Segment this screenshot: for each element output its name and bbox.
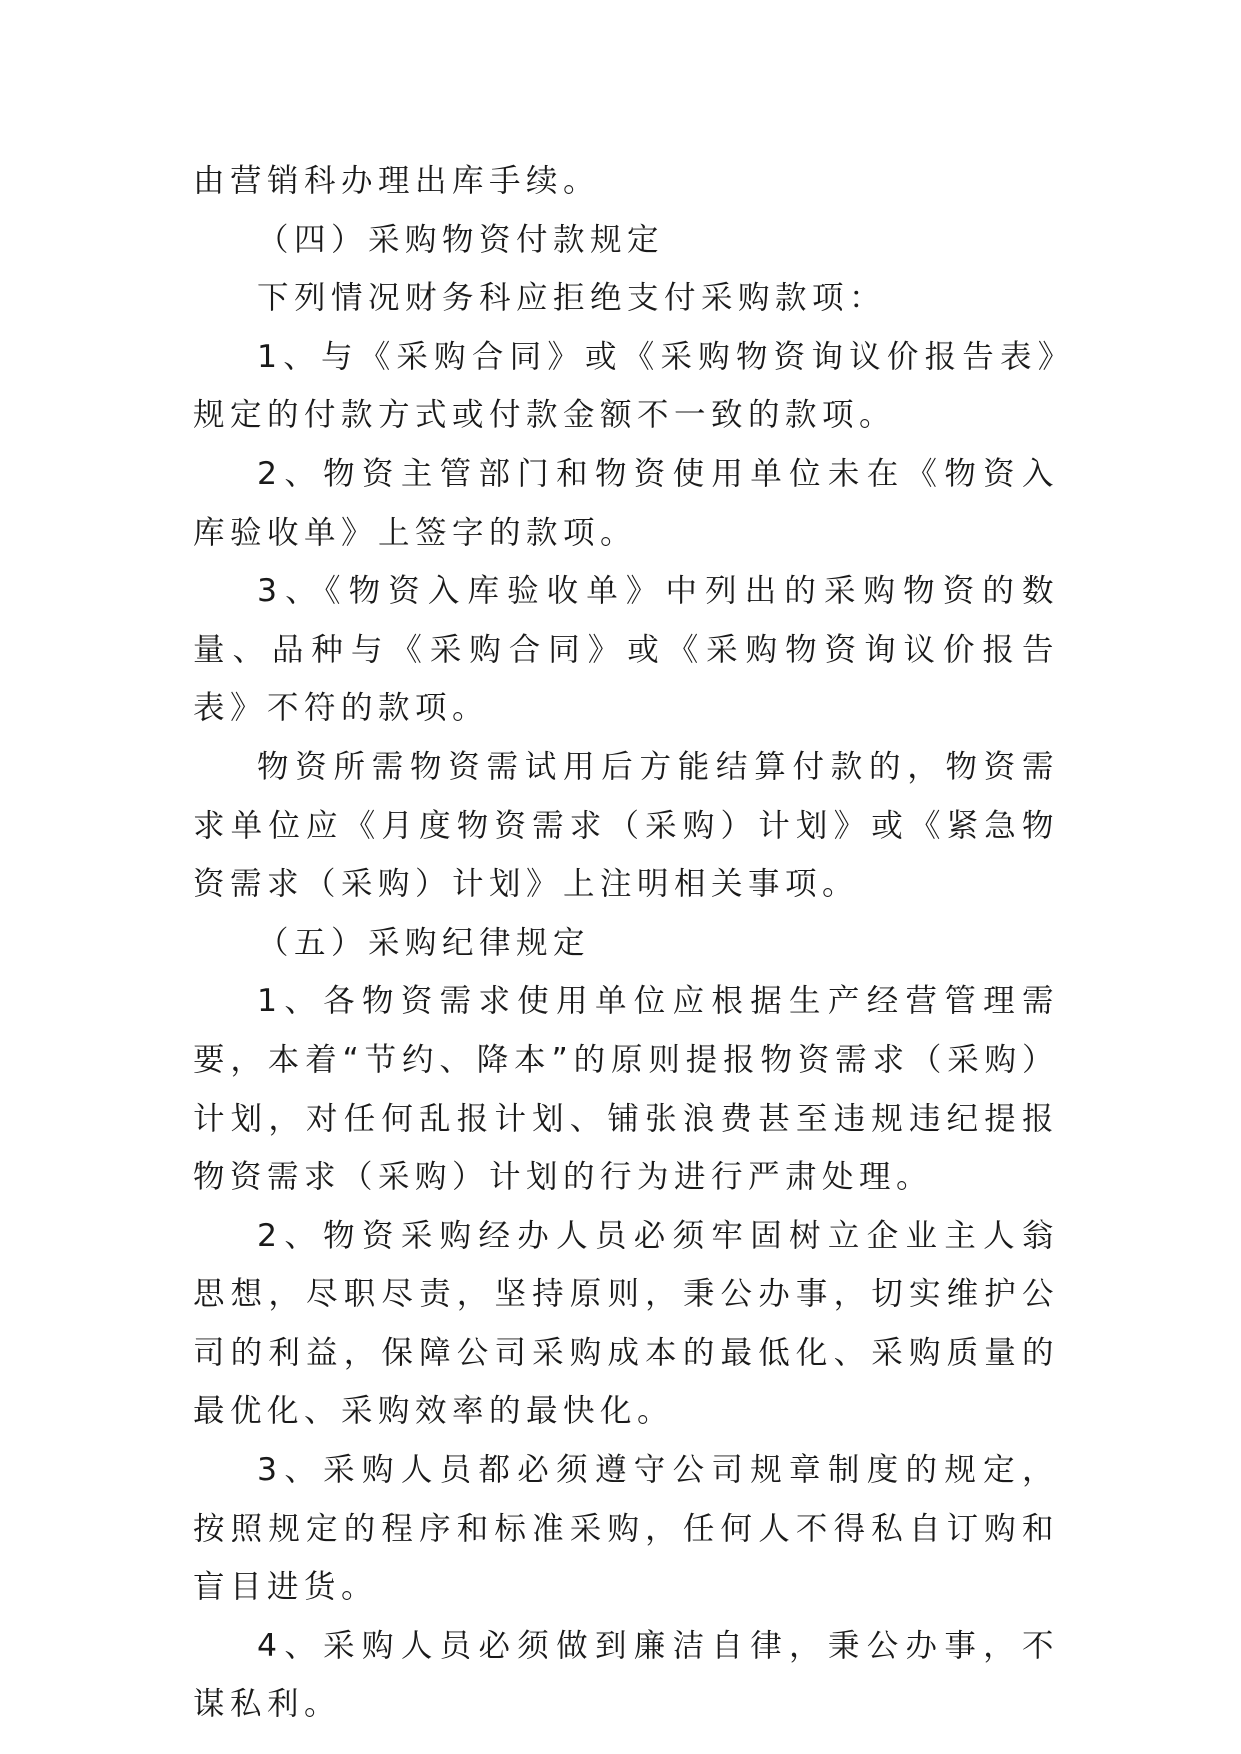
list-item-discipline-2: 2、物资采购经办人员必须牢固树立企业主人翁思想，尽职尽责，坚持原则，秉公办事，切实维护公司的利益，保障公司采购成本的最低化、采购质量的最优化、采购效率的最快化。 [193, 1217, 1059, 1430]
list-item-discipline-4: 4、采购人员必须做到廉洁自律，秉公办事，不谋私利。 [193, 1627, 1059, 1723]
document-body [193, 152, 1059, 1734]
list-item-discipline-1: 1、各物资需求使用单位应根据生产经营管理需要，本着“节约、降本”的原则提报物资需求（采购）计划，对任何乱报计划、铺张浪费甚至违规违纪提报物资需求（采购）计划的行为进行严肃处理。 [193, 983, 1059, 1196]
list-item-payment-2: 2、物资主管部门和物资使用单位未在《物资入库验收单》上签字的款项。 [193, 455, 1059, 551]
list-item-payment-3: 3、《物资入库验收单》中列出的采购物资的数量、品种与《采购合同》或《采购物资询议价报告表》不符的款项。 [193, 573, 1059, 727]
paragraph-intro: 下列情况财务科应拒绝支付采购款项： [257, 280, 887, 317]
list-item-payment-1: 1、与《采购合同》或《采购物资询议价报告表》规定的付款方式或付款金额不一致的款项。 [193, 338, 1059, 434]
list-item-discipline-3: 3、采购人员都必须遵守公司规章制度的规定，按照规定的程序和标准采购，任何人不得私自订购和盲目进货。 [193, 1452, 1059, 1606]
section-heading-discipline: （五）采购纪律规定 [257, 924, 591, 961]
section-heading-payment: （四）采购物资付款规定 [257, 221, 665, 258]
paragraph-trial-use: 物资所需物资需试用后方能结算付款的，物资需求单位应《月度物资需求（采购）计划》或《紧急物资需求（采购）计划》上注明相关事项。 [193, 748, 1059, 903]
paragraph-continuation: 由营销科办理出库手续。 [193, 163, 601, 199]
